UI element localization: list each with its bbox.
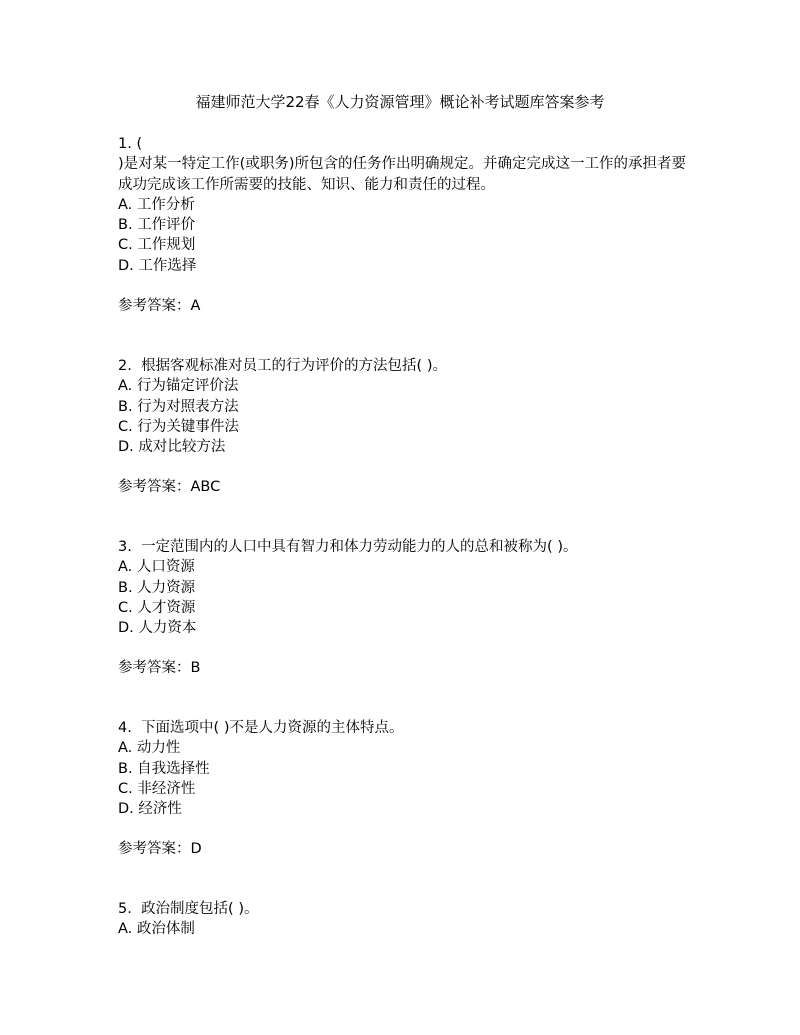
option-c: C. 工作规划 [118,237,196,254]
question-4 [118,718,688,860]
question-number: 5. [118,901,132,917]
option-c: C. 行为关键事件法 [118,418,239,435]
option-b: B. 自我选择性 [118,760,210,777]
option-c: C. 非经济性 [118,780,196,797]
option-a: A. 人口资源 [118,559,195,576]
question-stem-line [118,356,688,376]
question-number: 4. [118,720,132,736]
answer-label: 参考答案： [118,841,191,858]
question-5 [118,899,688,940]
option-d: D. 工作选择 [118,257,197,274]
answer-label: 参考答案： [118,479,191,496]
document-title: 福建师范大学22春《人力资源管理》概论补考试题库答案参考 [195,93,605,111]
answer-value: B [190,660,201,677]
answer-line [118,477,688,497]
question-2 [118,356,688,498]
option-d: D. 人力资本 [118,620,197,637]
question-stem: 下面选项中( )不是人力资源的主体特点。 [141,720,404,736]
question-number: 1. ( [118,136,143,152]
option-d: D. 成对比较方法 [118,439,226,456]
question-stem: 政治制度包括( )。 [141,901,259,917]
answer-value: A [190,298,201,315]
answer-label: 参考答案： [118,298,191,315]
question-stem: )是对某一特定工作(或职务)所包含的任务作出明确规定。并确定完成这一工作的承担者要成功完成该工作所需要的技能、知识、能力和责任的过程。 [118,156,686,193]
option-a: A. 动力性 [118,740,181,757]
question-1 [118,134,688,316]
option-c: C. 人才资源 [118,599,196,616]
question-3 [118,537,688,679]
question-stem-line [118,718,688,738]
option-d: D. 经济性 [118,801,182,818]
answer-value: ABC [190,479,221,496]
question-stem-line [118,537,688,557]
question-number: 3. [118,539,132,555]
option-a: A. 行为锚定评价法 [118,378,239,395]
question-number: 2. [118,358,132,374]
question-stem: 根据客观标准对员工的行为评价的方法包括( )。 [141,358,447,374]
question-stem-line [118,899,688,919]
answer-line [118,839,688,859]
answer-line [118,658,688,678]
answer-line [118,296,688,316]
option-a: A. 工作分析 [118,196,195,213]
option-b: B. 行为对照表方法 [118,398,239,415]
answer-label: 参考答案： [118,660,191,677]
question-stem: 一定范围内的人口中具有智力和体力劳动能力的人的总和被称为( )。 [141,539,578,555]
option-a: A. 政治体制 [118,921,195,938]
option-b: B. 工作评价 [118,217,196,234]
answer-value: D [190,841,202,858]
option-b: B. 人力资源 [118,579,196,596]
